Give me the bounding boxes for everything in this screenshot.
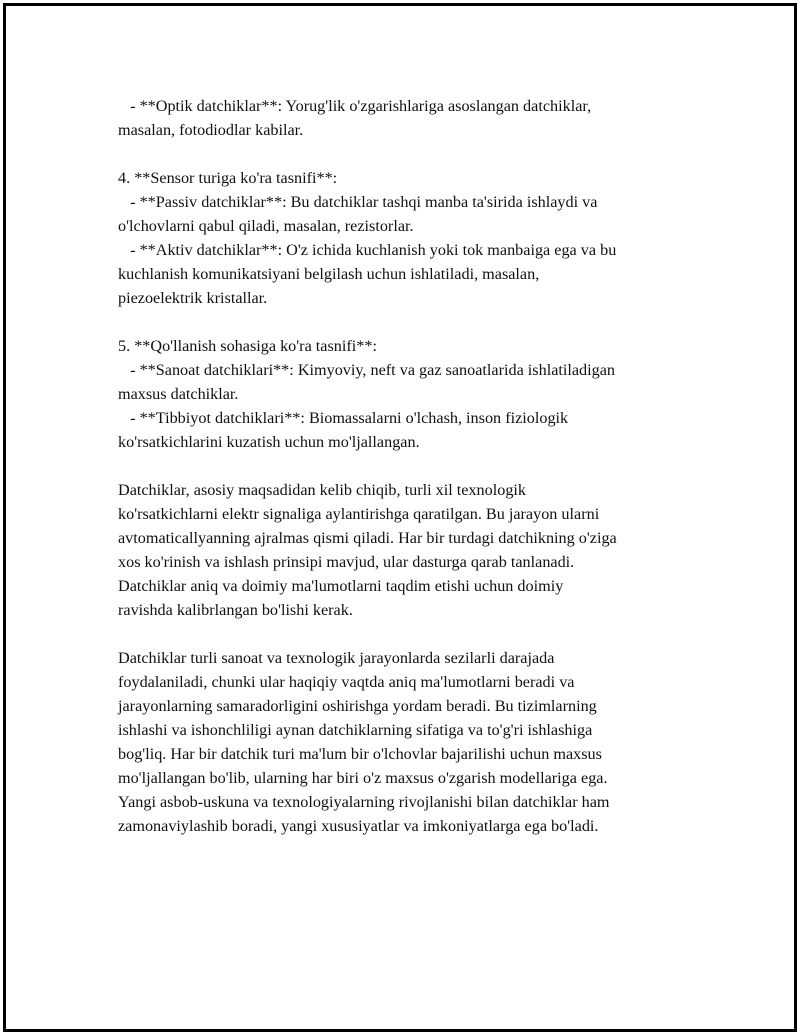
text-line: - **Optik datchiklar**: Yorug'lik o'zgarishlariga asoslangan datchiklar,: [118, 97, 592, 115]
text-line: zamonaviylashib boradi, yangi xususiyatlar va imkoniyatlarga ega bo'ladi.: [118, 817, 599, 835]
text-line: foydalaniladi, chunki ular haqiqiy vaqtda aniq ma'lumotlarni beradi va: [118, 673, 575, 691]
text-line: - **Tibbiyot datchiklari**: Biomassalarni o'lchash, inson fiziologik: [118, 409, 569, 427]
list-heading: 4. **Sensor turiga ko'ra tasnifi**:: [118, 169, 338, 187]
text-line: - **Aktiv datchiklar**: O'z ichida kuchlanish yoki tok manbaiga ega va bu: [118, 241, 617, 259]
block-sensor-turi: [118, 166, 698, 310]
block-qollanish-sohasi: [118, 334, 698, 454]
paragraph-gap: [118, 454, 698, 478]
paragraph-gap: [118, 142, 698, 166]
block-optik: [118, 94, 698, 142]
text-line: Datchiklar turli sanoat va texnologik jarayonlarda sezilarli darajada: [118, 649, 555, 667]
text-line: avtomaticallyanning ajralmas qismi qiladi. Har bir turdagi datchikning o'ziga: [118, 529, 617, 547]
text-line: kuchlanish komunikatsiyani belgilash uchun ishlatiladi, masalan,: [118, 265, 540, 283]
text-line: Datchiklar aniq va doimiy ma'lumotlarni taqdim etishi uchun doimiy: [118, 577, 564, 595]
text-line: - **Sanoat datchiklari**: Kimyoviy, neft va gaz sanoatlarida ishlatiladigan: [118, 361, 616, 379]
text-line: ishlashi va ishonchliligi aynan datchiklarning sifatiga va to'g'ri ishlashiga: [118, 721, 593, 739]
text-line: jarayonlarning samaradorligini oshirishga yordam beradi. Bu tizimlarning: [118, 697, 597, 715]
text-line: piezoelektrik kristallar.: [118, 289, 268, 307]
text-line: Yangi asbob-uskuna va texnologiyalarning rivojlanishi bilan datchiklar ham: [118, 793, 610, 811]
text-line: Datchiklar, asosiy maqsadidan kelib chiqib, turli xil texnologik: [118, 481, 527, 499]
paragraph-gap: [118, 622, 698, 646]
text-line: mo'ljallangan bo'lib, ularning har biri o'z maxsus o'zgarish modellariga ega.: [118, 769, 608, 787]
text-line: xos ko'rinish va ishlash prinsipi mavjud, ular dasturga qarab tanlanadi.: [118, 553, 575, 571]
text-line: ravishda kalibrlangan bo'lishi kerak.: [118, 601, 353, 619]
text-line: ko'rsatkichlarni elektr signaliga aylantirishga qaratilgan. Bu jarayon ularni: [118, 505, 600, 523]
text-line: bog'liq. Har bir datchik turi ma'lum bir o'lchovlar bajarilishi uchun maxsus: [118, 745, 602, 763]
paragraph-gap: [118, 310, 698, 334]
text-line: - **Passiv datchiklar**: Bu datchiklar tashqi manba ta'sirida ishlaydi va: [118, 193, 598, 211]
text-line: ko'rsatkichlarini kuzatish uchun mo'ljallangan.: [118, 433, 420, 451]
text-line: masalan, fotodiodlar kabilar.: [118, 121, 304, 139]
text-line: o'lchovlarni qabul qiladi, masalan, rezistorlar.: [118, 217, 414, 235]
block-paragraph-2: [118, 646, 698, 838]
list-heading: 5. **Qo'llanish sohasiga ko'ra tasnifi**:: [118, 337, 377, 355]
block-paragraph-1: [118, 478, 698, 622]
document-body: [118, 94, 698, 838]
text-line: maxsus datchiklar.: [118, 385, 239, 403]
